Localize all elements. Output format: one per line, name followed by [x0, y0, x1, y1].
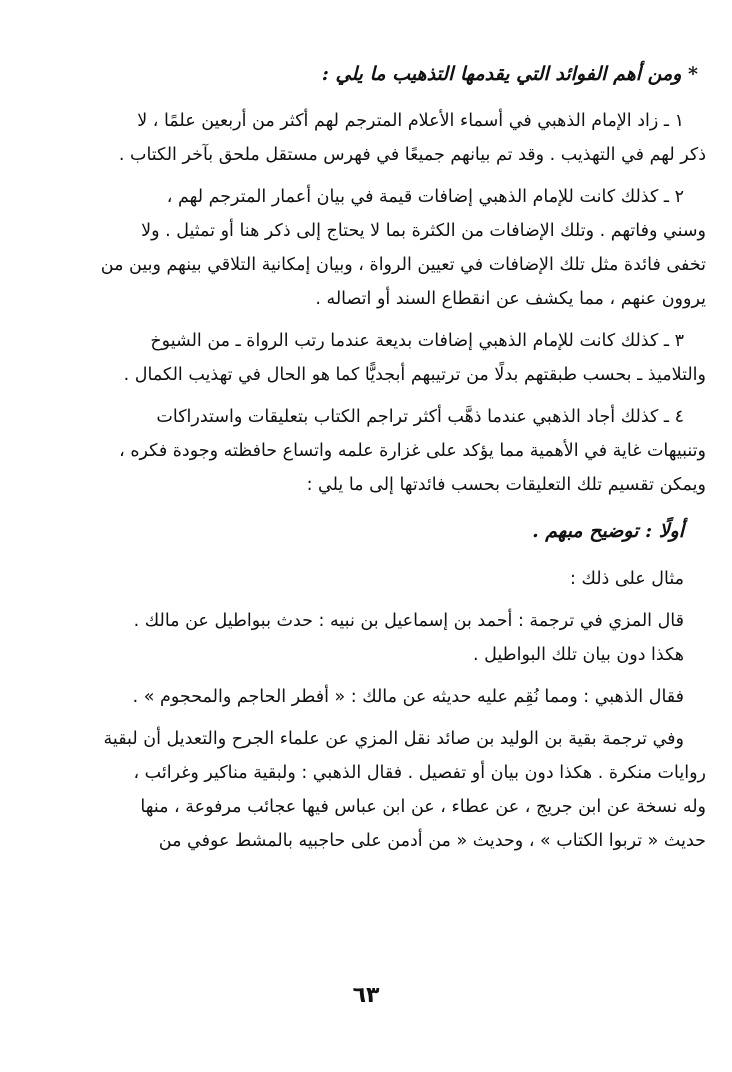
- text-line: وتنبيهات غاية في الأهمية مما يؤكد على غزارة علمه واتساع حافظته وجودة فكره ،: [119, 441, 706, 461]
- text-line: وفي ترجمة بقية بن الوليد بن صائد نقل المزي عن علماء الجرح والتعديل أن لبقية: [103, 729, 684, 749]
- page-body: [92, 52, 706, 858]
- text-line: يروون عنهم ، مما يكشف عن انقطاع السند أو اتصاله .: [315, 289, 706, 309]
- text-line: ٣ ـ كذلك كانت للإمام الذهبي إضافات بديعة عندما رتب الرواة ـ من الشيوخ: [150, 331, 684, 351]
- text-line: ٢ ـ كذلك كانت للإمام الذهبي إضافات قيمة في بيان أعمار المترجم لهم ،: [166, 187, 684, 207]
- text-line: ٤ ـ كذلك أجاد الذهبي عندما ذهَّب أكثر تراجم الكتاب بتعليقات واستدراكات: [156, 407, 684, 427]
- text-line: وله نسخة عن ابن جريج ، عن عطاء ، عن ابن عباس فيها عجائب مرفوعة ، منها: [140, 797, 706, 817]
- example-paragraph-3: [92, 722, 706, 858]
- text-line: ١ ـ زاد الإمام الذهبي في أسماء الأعلام المترجم لهم أكثر من أربعين علمًا ، لا: [137, 111, 684, 131]
- text-line: قال المزي في ترجمة : أحمد بن إسماعيل بن نبيه : حدث ببواطيل عن مالك .: [133, 611, 684, 631]
- text-line: وسني وفاتهم . وتلك الإضافات من الكثرة بما لا يحتاج إلى ذكر هنا أو تمثيل . ولا: [141, 221, 706, 241]
- section-heading: * ومن أهم الفوائد التي يقدمها التذهيب ما يلي :: [321, 63, 698, 85]
- text-line: حديث « تربوا الكتاب » ، وحديث « من أدمن على حاجبيه بالمشط عوفي من: [158, 831, 706, 851]
- text-line: ذكر لهم في التهذيب . وقد تم بيانهم جميعًا في فهرس مستقل ملحق بآخر الكتاب .: [118, 145, 706, 165]
- text-line: هكذا دون بيان تلك البواطيل .: [473, 645, 684, 665]
- benefit-paragraph-4: [92, 400, 706, 502]
- text-line: ويمكن تقسيم تلك التعليقات بحسب فائدتها إلى ما يلي :: [306, 475, 706, 495]
- page-number: ٦٣: [352, 983, 380, 1008]
- benefit-paragraph-2: [92, 180, 706, 316]
- text-line: مثال على ذلك :: [570, 569, 684, 589]
- text-line: روايات منكرة . هكذا دون بيان أو تفصيل . فقال الذهبي : ولبقية مناكير وغرائب ،: [133, 763, 706, 783]
- text-line: تخفى فائدة مثل تلك الإضافات في تعيين الرواة ، وبيان إمكانية التلاقي بينهم وبين من: [100, 255, 706, 275]
- benefit-paragraph-1: [92, 104, 706, 172]
- example-paragraph-1: [92, 604, 706, 672]
- text-line: والتلاميذ ـ بحسب طبقتهم بدلًا من ترتيبهم أبجديًّا كما هو الحال في تهذيب الكمال .: [123, 365, 706, 385]
- benefit-paragraph-3: [92, 324, 706, 392]
- example-paragraph-2: [92, 680, 706, 714]
- subsection-heading: أولًا : توضيح مبهم .: [532, 520, 684, 542]
- example-intro: [92, 562, 706, 596]
- text-line: فقال الذهبي : ومما نُقِم عليه حديثه عن مالك : « أفطر الحاجم والمحجوم » .: [132, 687, 684, 707]
